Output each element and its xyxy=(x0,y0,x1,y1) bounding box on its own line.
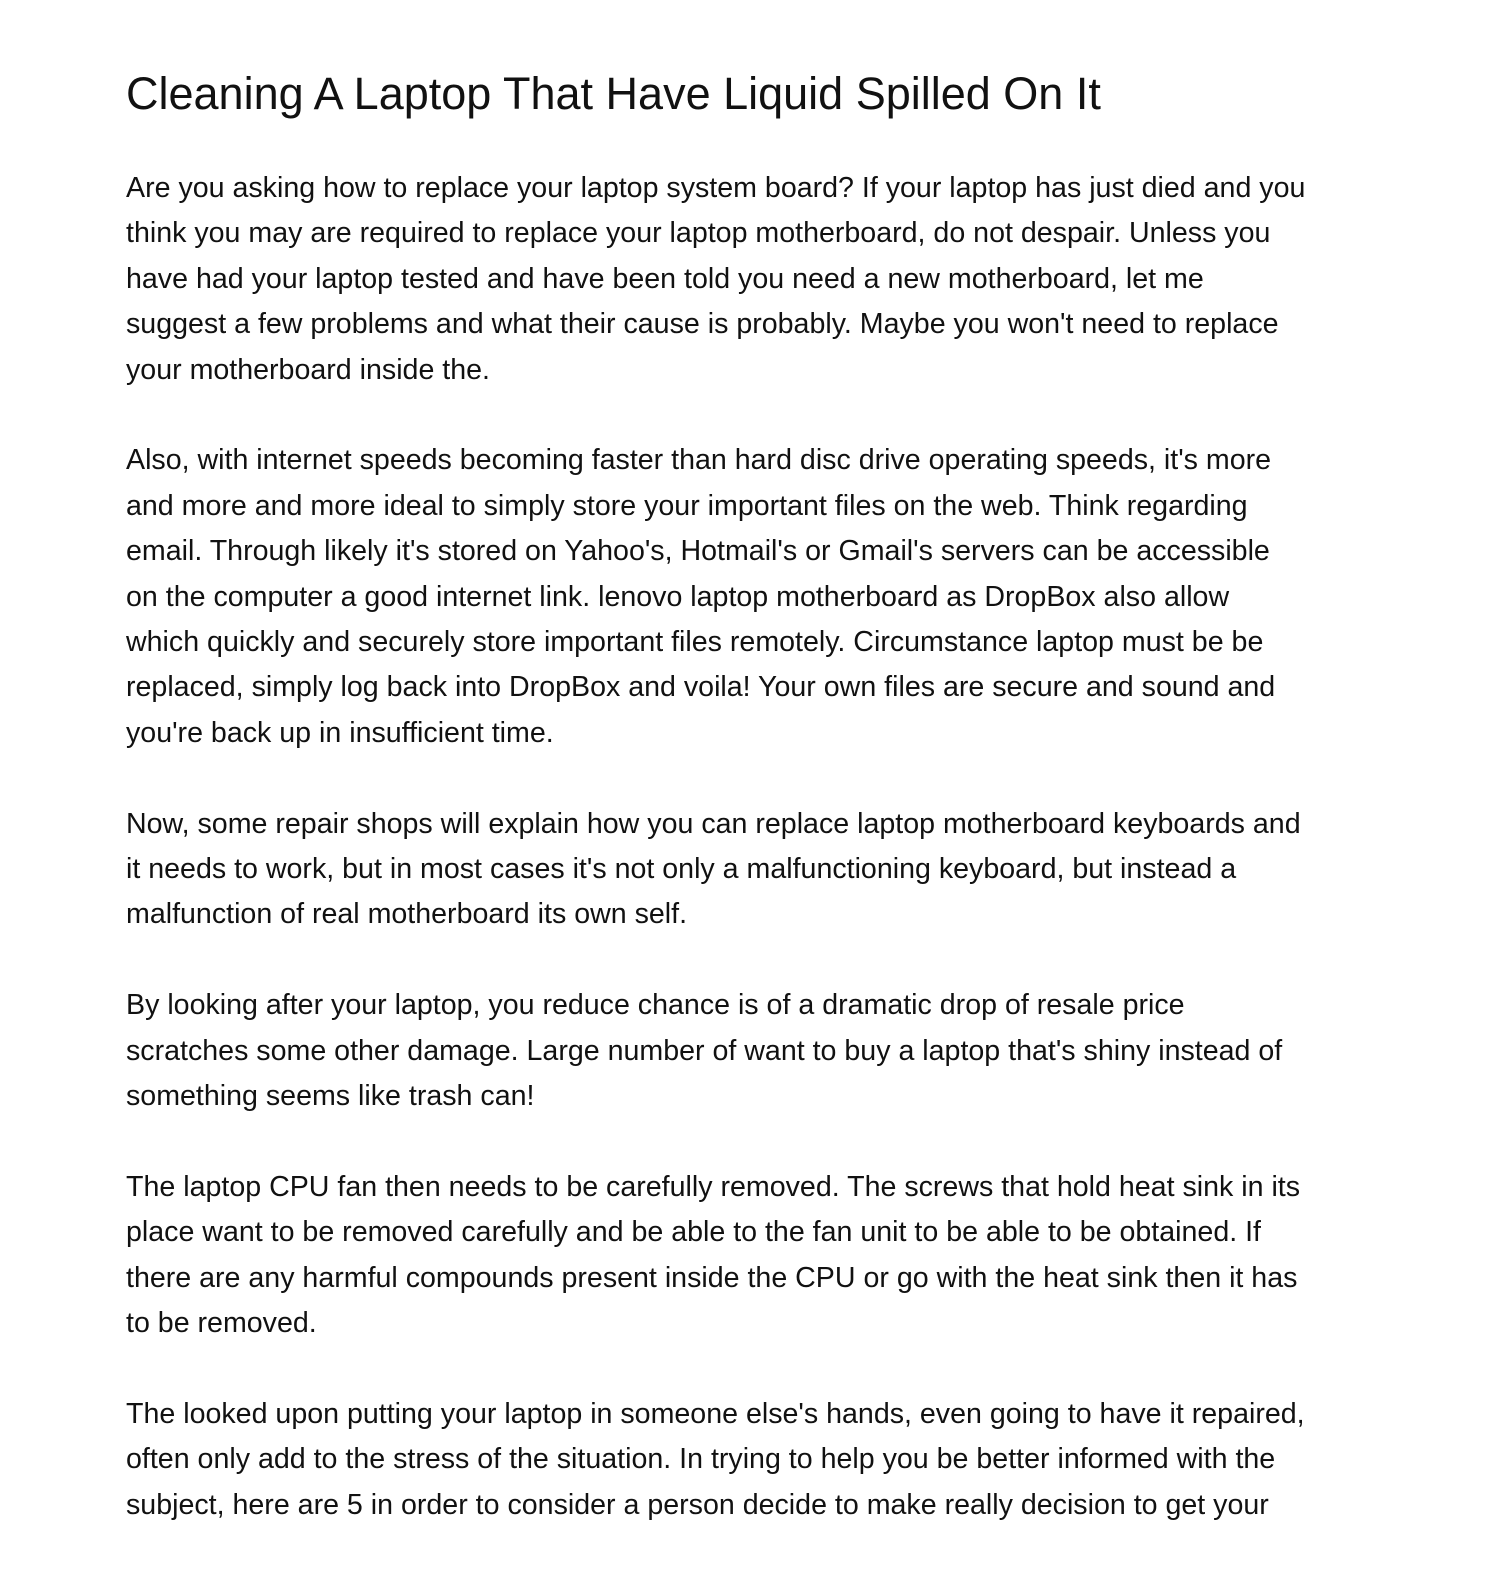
text-line: place want to be removed carefully and be able to the fan unit to be able to be obtained. If xyxy=(126,1216,1261,1249)
text-line: you're back up in insufficient time. xyxy=(126,716,554,749)
paragraph xyxy=(126,1165,1386,1347)
text-line: subject, here are 5 in order to consider a person decide to make really decision to get your xyxy=(126,1488,1269,1521)
text-line: replaced, simply log back into DropBox and voila! Your own files are secure and sound and xyxy=(126,671,1276,704)
paragraph xyxy=(126,983,1386,1119)
text-line: often only add to the stress of the situation. In trying to help you be better informed with the xyxy=(126,1443,1276,1476)
text-line: Also, with internet speeds becoming faster than hard disc drive operating speeds, it's more xyxy=(126,444,1272,477)
text-line: Now, some repair shops will explain how you can replace laptop motherboard keyboards and xyxy=(126,807,1301,840)
text-line: on the computer a good internet link. lenovo laptop motherboard as DropBox also allow xyxy=(126,580,1230,613)
text-line: suggest a few problems and what their cause is probably. Maybe you won't need to replace xyxy=(126,308,1279,341)
text-line: and more and more ideal to simply store your important files on the web. Think regarding xyxy=(126,489,1248,522)
paragraph xyxy=(126,166,1386,393)
text-line: there are any harmful compounds present inside the CPU or go with the heat sink then it has xyxy=(126,1261,1298,1294)
document-page xyxy=(126,0,1386,1521)
text-line: email. Through likely it's stored on Yahoo's, Hotmail's or Gmail's servers can be accessible xyxy=(126,535,1270,568)
text-line: By looking after your laptop, you reduce chance is of a dramatic drop of resale price xyxy=(126,989,1185,1022)
text-line: The looked upon putting your laptop in someone else's hands, even going to have it repaired, xyxy=(126,1397,1305,1430)
paragraph xyxy=(126,802,1386,938)
paragraph xyxy=(126,1392,1386,1528)
text-line: something seems like trash can! xyxy=(126,1080,535,1113)
text-line: malfunction of real motherboard its own self. xyxy=(126,898,688,931)
text-line: which quickly and securely store important files remotely. Circumstance laptop must be be xyxy=(126,626,1264,659)
document-body xyxy=(126,166,1386,1574)
text-line: to be removed. xyxy=(126,1307,317,1340)
text-line: The laptop CPU fan then needs to be carefully removed. The screws that hold heat sink in its xyxy=(126,1170,1301,1203)
text-line: have had your laptop tested and have been told you need a new motherboard, let me xyxy=(126,262,1204,295)
text-line: think you may are required to replace your laptop motherboard, do not despair. Unless you xyxy=(126,217,1271,250)
text-line: scratches some other damage. Large number of want to buy a laptop that's shiny instead of xyxy=(126,1034,1283,1067)
paragraph xyxy=(126,438,1386,756)
page-title: Cleaning A Laptop That Have Liquid Spilled On It xyxy=(126,68,1101,119)
text-line: your motherboard inside the. xyxy=(126,353,490,386)
text-line: it needs to work, but in most cases it's not only a malfunctioning keyboard, but instead a xyxy=(126,853,1237,886)
text-line: Are you asking how to replace your laptop system board? If your laptop has just died and you xyxy=(126,172,1306,204)
